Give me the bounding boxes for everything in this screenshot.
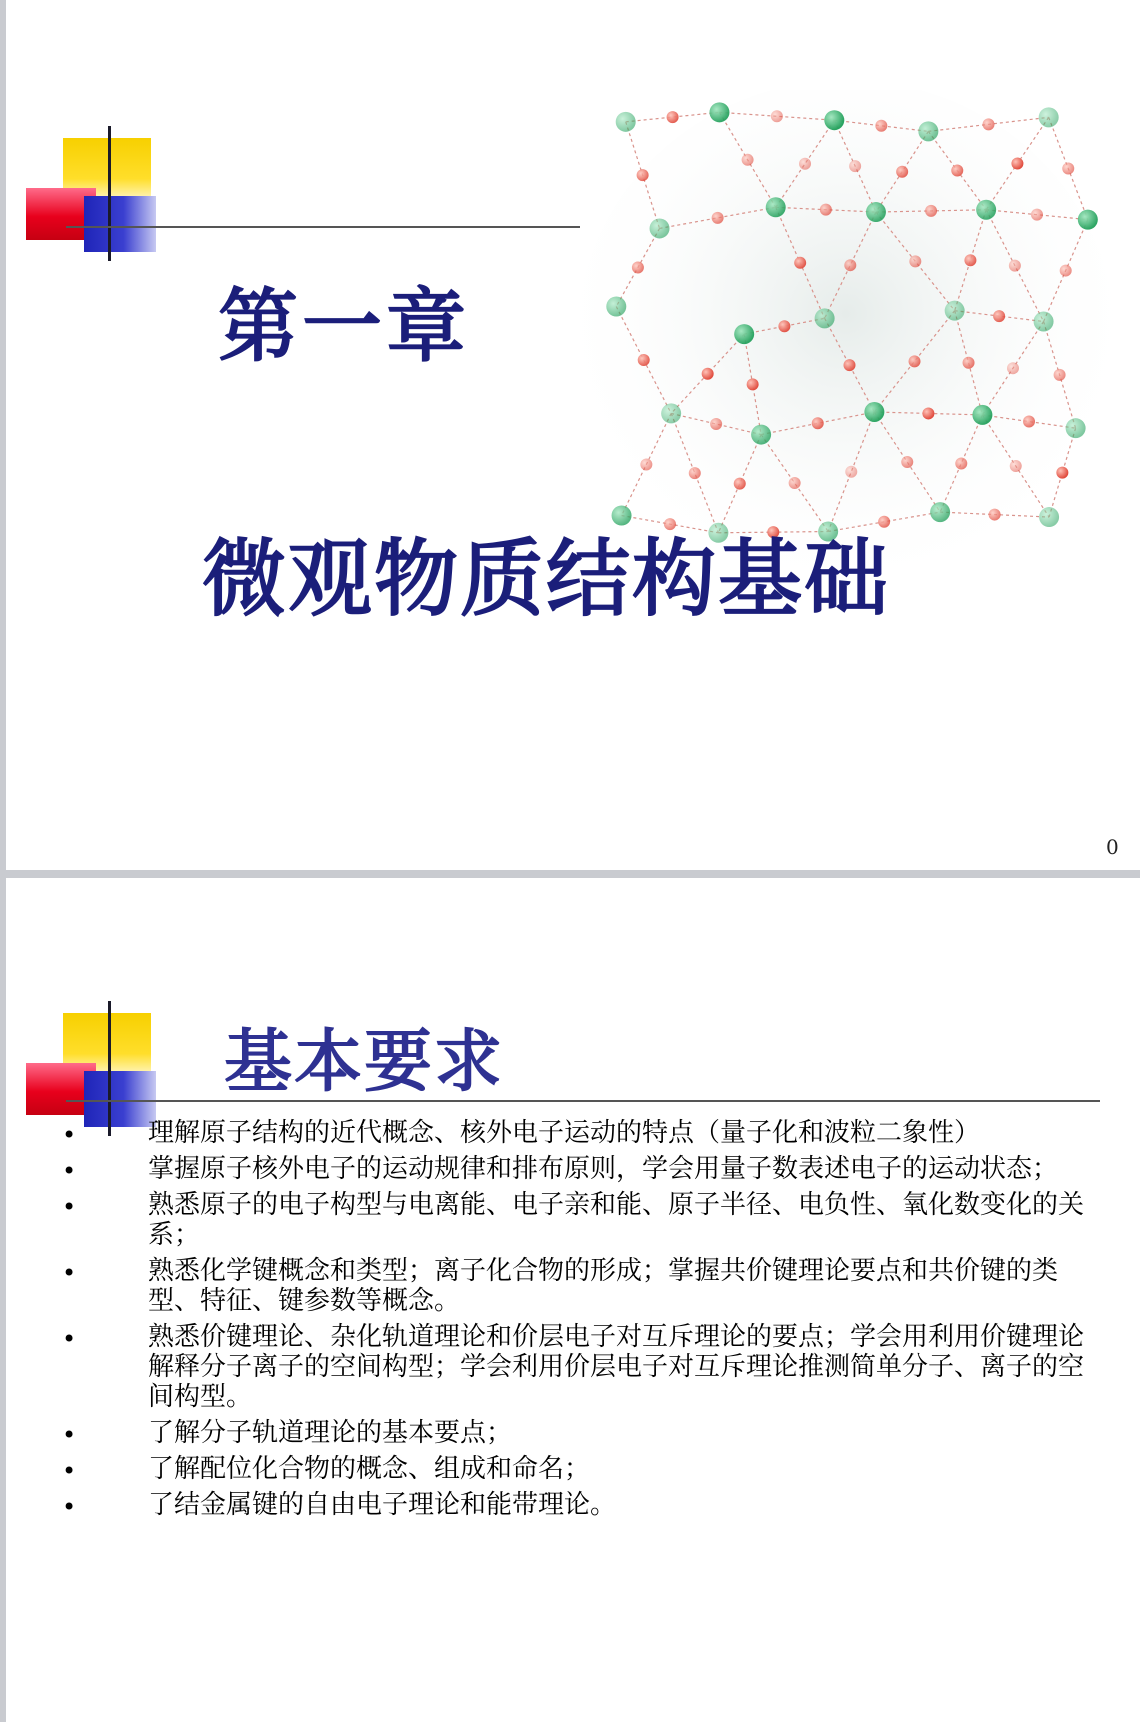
list-item: • 熟悉化学键概念和类型；离子化合物的形成；掌握共价键理论要点和共价键的类型、特征、键参数等概念。 bbox=[62, 1256, 1059, 1316]
list-item: • 熟悉价键理论、杂化轨道理论和价层电子对互斥理论的要点；学会用利用价键理论解释分子离子的空间构型；学会利用价层电子对互斥理论推测简单分子、离子的空间构型。 bbox=[62, 1322, 1085, 1412]
decorative-squares-logo bbox=[26, 138, 176, 268]
list-item: • 了结金属键的自由电子理论和能带理论。 bbox=[62, 1490, 617, 1521]
list-item: • 掌握原子核外电子的运动规律和排布原则，学会用量子数表述电子的运动状态； bbox=[62, 1154, 1059, 1185]
list-item: • 了解配位化合物的概念、组成和命名； bbox=[62, 1454, 591, 1485]
list-item: • 理解原子结构的近代概念、核外电子运动的特点（量子化和波粒二象性） bbox=[62, 1118, 981, 1149]
slide-requirements bbox=[6, 878, 1140, 1722]
title-divider bbox=[66, 226, 580, 228]
heading-divider bbox=[66, 1100, 1100, 1102]
section-heading: 基本要求 bbox=[224, 1023, 505, 1102]
list-item: • 了解分子轨道理论的基本要点； bbox=[62, 1418, 513, 1449]
requirements-list bbox=[50, 1118, 1090, 1526]
chapter-label: 第一章 bbox=[218, 280, 470, 373]
page-number: 0 bbox=[1106, 835, 1119, 859]
chapter-title: 微观物质结构基础 bbox=[202, 530, 891, 628]
list-item: • 熟悉原子的电子构型与电离能、电子亲和能、原子半径、电负性、氧化数变化的关系； bbox=[62, 1190, 1085, 1250]
slide-title bbox=[6, 0, 1140, 870]
